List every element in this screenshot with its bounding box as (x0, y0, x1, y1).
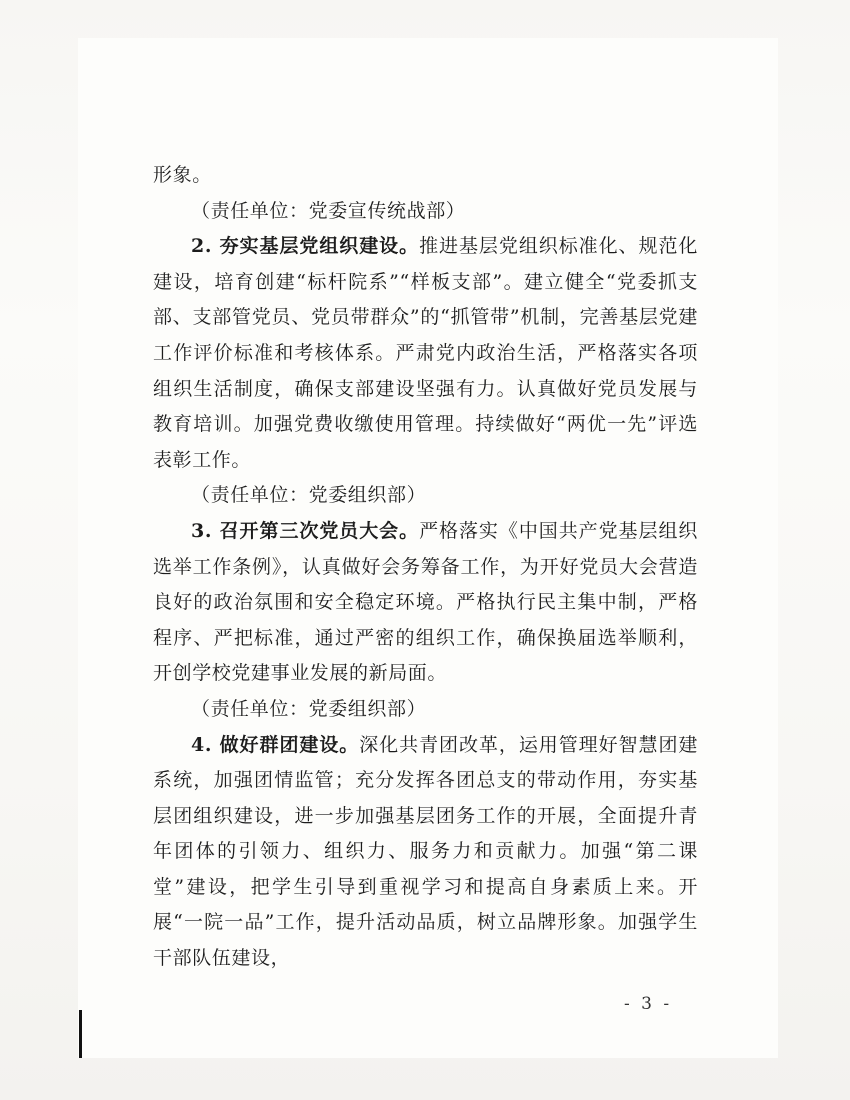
item-heading: 2. 夯实基层党组织建设。 (191, 235, 420, 258)
item-body: 推进基层党组织标准化、规范化建设，培育创建“标杆院系”“样板支部”。建立健全“党委抓支部、支部管党员、党员带群众”的“抓管带”机制，完善基层党建工作评价标准和考核体系。严肃党内政治生活，严格落实各项组织生活制度，确保支部建设坚强有力。认真做好党员发展与教育培训。加强党费收缴使用管理。持续做好“两优一先”评选表彰工作。 (153, 235, 698, 471)
responsibility-text: （责任单位：党委组织部） (191, 484, 427, 507)
item-body: 深化共青团改革，运用管理好智慧团建系统，加强团情监管；充分发挥各团总支的带动作用，夯实基层团组织建设，进一步加强基层团务工作的开展，全面提升青年团体的引领力、组织力、服务力和贡献力。加强“第二课堂”建设，把学生引导到重视学习和提高自身素质上来。开展“一院一品”工作，提升活动品质，树立品牌形象。加强学生干部队伍建设， (153, 733, 698, 970)
numbered-item (153, 229, 698, 478)
responsibility-note (153, 692, 698, 728)
binding-edge-mark (79, 1010, 82, 1058)
responsibility-note (153, 478, 698, 514)
document-body (153, 158, 698, 977)
paragraph-text: 形象。 (153, 164, 212, 186)
responsibility-note (153, 194, 698, 230)
page-number: - 3 - (624, 994, 673, 1014)
continuation-paragraph (153, 158, 698, 194)
numbered-item (153, 514, 698, 692)
numbered-item (153, 728, 698, 977)
item-heading: 3. 召开第三次党员大会。 (191, 519, 420, 542)
item-heading: 4. 做好群团建设。 (191, 733, 360, 756)
item-body: 严格落实《中国共产党基层组织选举工作条例》，认真做好会务筹备工作，为开好党员大会营造良好的政治氛围和安全稳定环境。严格执行民主集中制，严格程序、严把标准，通过严密的组织工作，确保换届选举顺利，开创学校党建事业发展的新局面。 (153, 519, 698, 685)
responsibility-text: （责任单位：党委组织部） (191, 697, 427, 720)
responsibility-text: （责任单位：党委宣传统战部） (191, 199, 466, 222)
